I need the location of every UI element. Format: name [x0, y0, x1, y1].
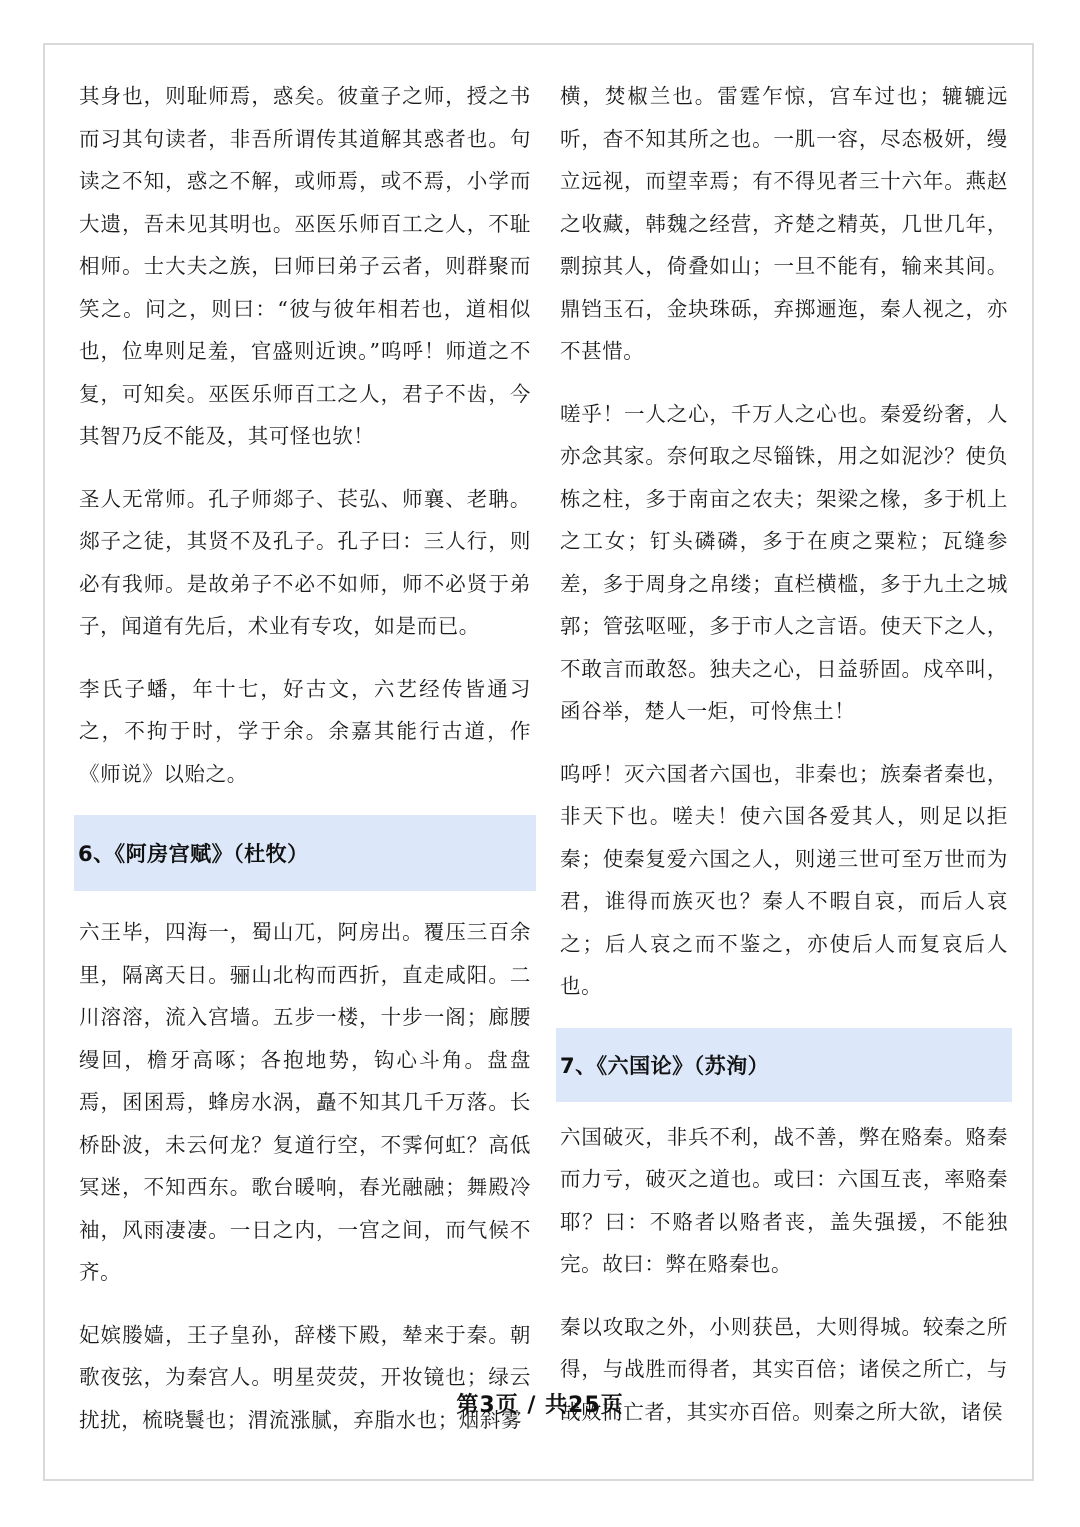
- section-heading-liuguolun: 7、《六国论》（苏洵）: [556, 1028, 1012, 1102]
- afanggongfu-paragraph: 横，焚椒兰也。雷霆乍惊，宫车过也；辘辘远听，杳不知其所之也。一肌一容，尽态极妍，缦立远视，而望幸焉；有不得见者三十六年。燕赵之收藏，韩魏之经营，齐楚之精英，几世几年，剽掠其人，倚叠如山；一旦不能有，输来其间。鼎铛玉石，金块珠砾，弃掷逦迤，秦人视之，亦不甚惜。: [560, 84, 1008, 363]
- section-heading-afanggongfu: 6、《阿房宫赋》（杜牧）: [74, 815, 536, 891]
- shishuo-paragraph: 李氏子蟠，年十七，好古文，六艺经传皆通习之，不拘于时，学于余。余嘉其能行古道，作《师说》以贻之。: [79, 676, 531, 786]
- afanggongfu-paragraph: 妃嫔媵嫱，王子皇孙，辞楼下殿，辇来于秦。朝歌夜弦，为秦宫人。明星荧荧，开妆镜也；绿云扰扰，梳晓鬟也；渭流涨腻，弃脂水也；烟斜雾: [79, 1322, 531, 1432]
- afanggongfu-paragraph: 六王毕，四海一，蜀山兀，阿房出。覆压三百余里，隔离天日。骊山北构而西折，直走咸阳。二川溶溶，流入宫墙。五步一楼，十步一阁；廊腰缦回，檐牙高啄；各抱地势，钩心斗角。盘盘焉，囷囷焉，蜂房水涡，矗不知其几千万落。长桥卧波，未云何龙？复道行空，不霁何虹？高低冥迷，不知西东。歌台暖响，春光融融；舞殿冷袖，风雨凄凄。一日之内，一宫之间，而气候不齐。: [79, 920, 531, 1284]
- afanggongfu-paragraph: 呜呼！灭六国者六国也，非秦也；族秦者秦也，非天下也。嗟夫！使六国各爱其人，则足以拒秦；使秦复爱六国之人，则递三世可至万世而为君，谁得而族灭也？秦人不暇自哀，而后人哀之；后人哀之而不鉴之，亦使后人而复哀后人也。: [560, 761, 1008, 998]
- liuguolun-paragraph: 秦以攻取之外，小则获邑，大则得城。较秦之所得，与战胜而得者，其实百倍；诸侯之所亡，与战败而亡者，其实亦百倍。则秦之所大欲，诸侯: [560, 1314, 1008, 1424]
- liuguolun-paragraph: 六国破灭，非兵不利，战不善，弊在赂秦。赂秦而力亏，破灭之道也。或曰：六国互丧，率赂秦耶？曰：不赂者以赂者丧，盖失强援，不能独完。故曰：弊在赂秦也。: [560, 1124, 1008, 1276]
- page-indicator: 第3页 / 共25页: [456, 1393, 624, 1418]
- afanggongfu-paragraph: 嗟乎！一人之心，千万人之心也。秦爱纷奢，人亦念其家。奈何取之尽锱铢，用之如泥沙？使负栋之柱，多于南亩之农夫；架梁之椽，多于机上之工女；钉头磷磷，多于在庾之粟粒；瓦缝参差，多于周身之帛缕；直栏横槛，多于九土之城郭；管弦呕哑，多于市人之言语。使天下之人，不敢言而敢怒。独夫之心，日益骄固。戍卒叫，函谷举，楚人一炬，可怜焦土！: [560, 401, 1008, 723]
- left-column: [79, 75, 531, 1461]
- shishuo-paragraph: 其身也，则耻师焉，惑矣。彼童子之师，授之书而习其句读者，非吾所谓传其道解其惑者也。句读之不知，惑之不解，或师焉，或不焉，小学而大遗，吾未见其明也。巫医乐师百工之人，不耻相师。士大夫之族，曰师曰弟子云者，则群聚而笑之。问之，则曰：“彼与彼年相若也，道相似也，位卑则足羞，官盛则近谀。”呜呼！师道之不复，可知矣。巫医乐师百工之人，君子不齿，今其智乃反不能及，其可怪也欤！: [79, 84, 531, 448]
- right-column: [560, 75, 1008, 1453]
- shishuo-paragraph: 圣人无常师。孔子师郯子、苌弘、师襄、老聃。郯子之徒，其贤不及孔子。孔子曰：三人行，则必有我师。是故弟子不必不如师，师不必贤于弟子，闻道有先后，术业有专攻，如是而已。: [79, 486, 531, 638]
